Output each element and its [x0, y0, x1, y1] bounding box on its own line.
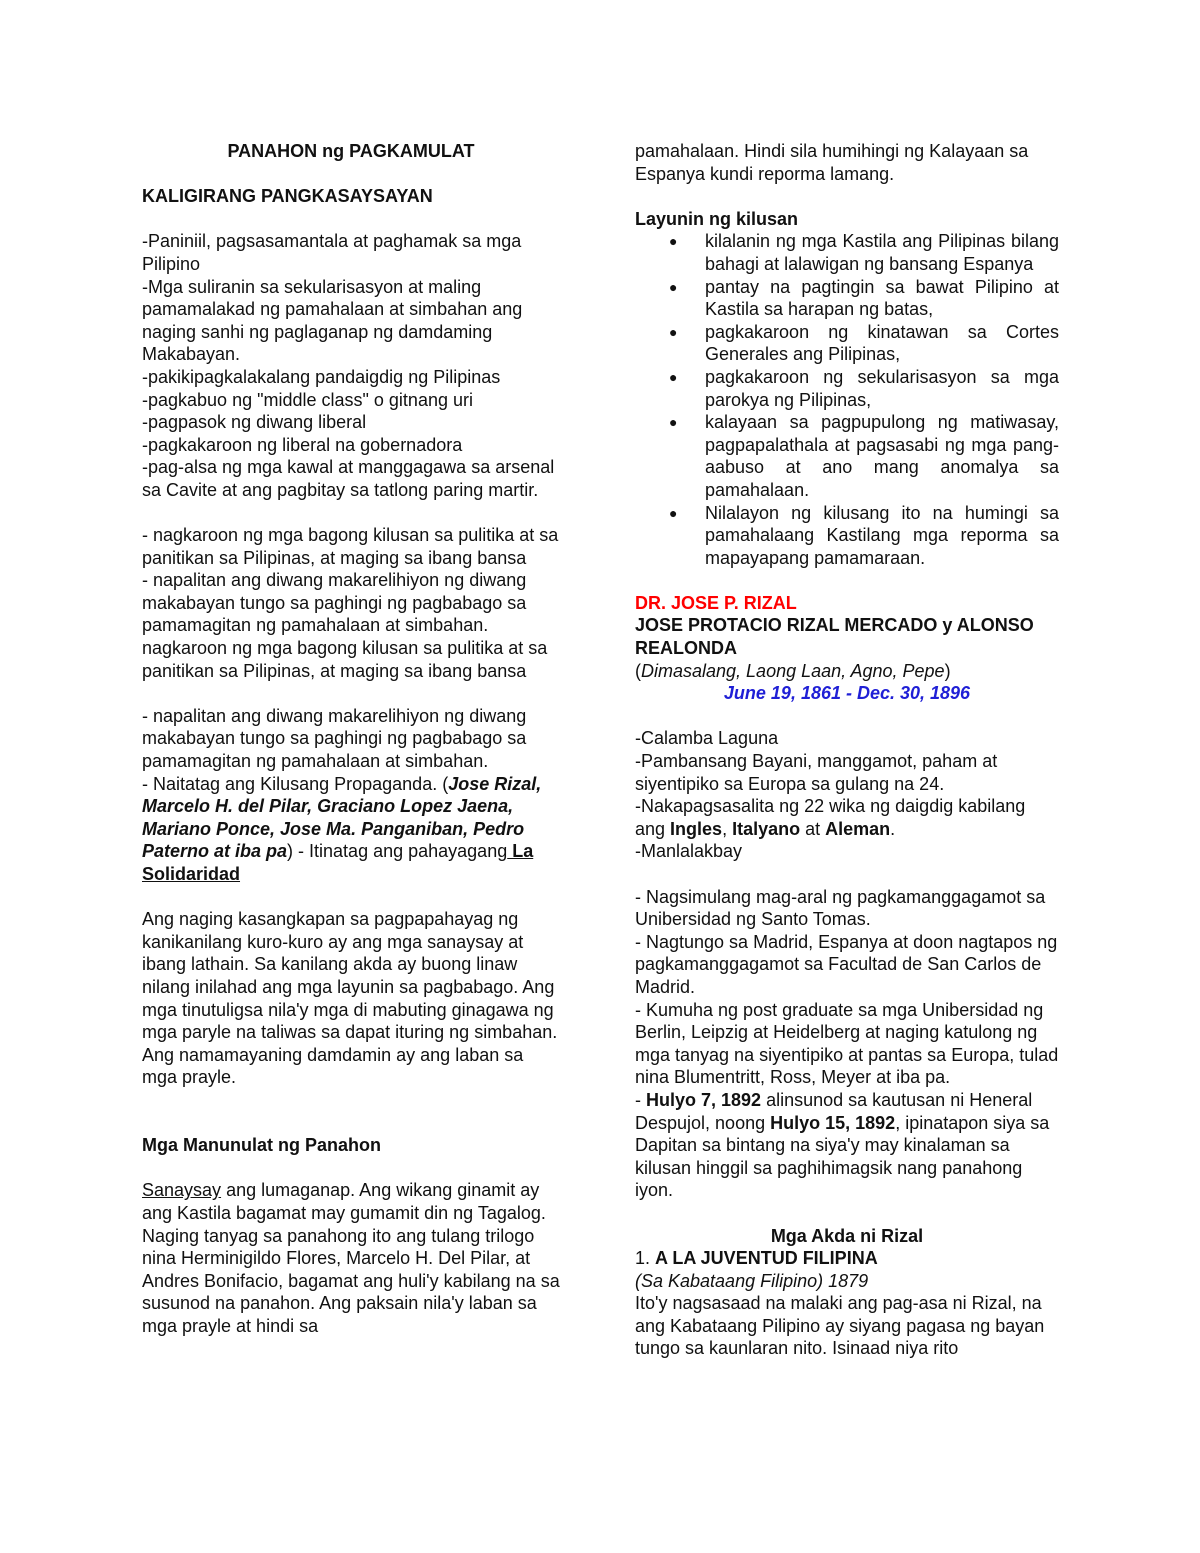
kilusan-line: - napalitan ang diwang makarelihiyon ng diwang makabayan tungo sa paghingi ng pagbabago sa pamamagitan ng pamahalaan at simbahan.	[142, 705, 527, 772]
section-heading-kaligiran: KALIGIRANG PANGKASAYSAYAN	[142, 186, 433, 207]
bullet-icon: ●	[669, 368, 678, 385]
sanaysay-paragraph: Sanaysay ang lumaganap. Ang wikang ginamit ay ang Kastila bagamat may gumamit din ng Tagalog. Naging tanyag sa panahong ito ang tulang trilogo nina Herminigildo Flores, Marcelo H. Del Pilar, at Andres Bonifacio, bagamat ang huli'y kabilang na sa susunod na panahon. Ang paksain nila'y laban sa mga prayle at hindi sa	[142, 1180, 560, 1336]
kasangkapan-paragraph: Ang naging kasangkapan sa pagpapahayag ng kanikanilang kuro-kuro ay ang mga sanaysay at ibang lathain. Sa kanilang akda ay buong linaw nilang inilahad ang mga layunin sa pagbabago. Ang mga tinutuligsa nila'y mga di mabuting ginagawa ng mga paryle na taliwas sa dapat ituring ng simbahan. Ang namamayaning damdamin ay ang laban sa mga prayle.	[142, 909, 558, 1088]
rizal-study: - Nagsimulang mag-aral ng pagkamanggagamot sa Unibersidad ng Santo Tomas.	[635, 886, 1046, 930]
propaganda-members: Jose Rizal, Marcelo H. del Pilar, Graciano Lopez Jaena, Mariano Ponce, Jose Ma. Panganiban, Pedro Paterno at iba pa	[142, 773, 542, 862]
kilusan-line: - napalitan ang diwang makarelihiyon ng diwang makabayan tungo sa paghingi ng pagbabago sa pamamagitan ng pamahalaan at simbahan.	[142, 570, 527, 636]
kilusan-line: nagkaroon ng mga bagong kilusan sa pulitika at sa panitikan sa Pilipinas, at maging sa ibang bansa	[142, 638, 548, 681]
list-item: ● pantay na pagtingin sa bawat Pilipino at Kastila sa harapan ng batas,	[669, 276, 1059, 320]
bullet-icon: ●	[669, 278, 678, 295]
kaligiran-line: -pagpasok ng diwang liberal	[142, 412, 367, 433]
kaligiran-line: -Paniniil, pagsasamantala at paghamak sa mga Pilipino	[142, 231, 522, 274]
kilusan-line: - nagkaroon ng mga bagong kilusan sa pulitika at sa panitikan sa Pilipinas, at maging sa ibang bansa	[142, 525, 559, 568]
rizal-fact: -Manlalakbay	[635, 841, 743, 862]
kaligiran-line: -pagkabuo ng "middle class" o gitnang uri	[142, 389, 473, 410]
left-column	[142, 140, 560, 1337]
rizal-languages: -Nakapagsasalita ng 22 wika ng daigdig kabilang ang Ingles, Italyano at Aleman.	[635, 796, 1026, 839]
work-title: 1. A LA JUVENTUD FILIPINA	[635, 1248, 878, 1269]
rizal-fact: -Calamba Laguna	[635, 728, 779, 749]
kaligiran-line: -Mga suliranin sa sekularisasyon at maling pamamalakad ng pamahalaan at simbahan ang naging sanhi ng paglaganap ng damdaming Makabayan.	[142, 276, 523, 365]
list-item: ● kilalanin ng mga Kastila ang Pilipinas bilang bahagi at lalawigan ng bansang Espanya	[669, 231, 1059, 274]
page-title: PANAHON ng PAGKAMULAT	[227, 141, 475, 161]
right-column	[635, 140, 1059, 1360]
rizal-exile: - Hulyo 7, 1892 alinsunod sa kautusan ni Heneral Despujol, noong Hulyo 15, 1892, ipinatapon siya sa Dapitan sa bintang na siya'y may kinalaman sa kilusan hinggil sa paghihimagsik nang panahong iyon.	[635, 1089, 1050, 1201]
bullet-icon: ●	[669, 323, 678, 340]
kaligiran-line: -pag-alsa ng mga kawal at manggagawa sa arsenal sa Cavite at ang pagbitay sa tatlong paring martir.	[142, 457, 555, 500]
rizal-full-name: JOSE PROTACIO RIZAL MERCADO y ALONSO REALONDA	[635, 615, 1034, 659]
rizal-dates: June 19, 1861 - Dec. 30, 1896	[723, 683, 971, 704]
akda-heading: Mga Akda ni Rizal	[770, 1225, 924, 1246]
section-heading-manunulat: Mga Manunulat ng Panahon	[142, 1135, 381, 1156]
work-description: Ito'y nagsasaad na malaki ang pag-asa ni Rizal, na ang Kabataang Pilipino ay siyang pagasa ng bayan tungo sa kaunlaran nito. Isinaad niya rito	[635, 1293, 1045, 1359]
continued-paragraph: pamahalaan. Hindi sila humihingi ng Kalayaan sa Espanya kundi reporma lamang.	[635, 141, 1029, 184]
sanaysay-term: Sanaysay	[142, 1180, 222, 1201]
bullet-icon: ●	[669, 233, 678, 250]
rizal-aliases: (Dimasalang, Laong Laan, Agno, Pepe)	[635, 660, 951, 681]
list-item: ● pagkakaroon ng sekularisasyon sa mga parokya ng Pilipinas,	[669, 366, 1059, 410]
bullet-icon: ●	[669, 414, 678, 431]
list-item: ● kalayaan sa pagpupulong ng matiwasay, pagpapalathala at pagsasabi ng mga pang-aabuso at ano mang anomalya sa pamahalaan.	[669, 412, 1059, 500]
propaganda-paragraph: - Naitatag ang Kilusang Propaganda. (Jose Rizal, Marcelo H. del Pilar, Graciano Lopez Jaena, Mariano Ponce, Jose Ma. Panganiban, Pedro Paterno at iba pa) - Itinatag ang pahayagang La Solidaridad	[142, 773, 542, 884]
work-subtitle: (Sa Kabataang Filipino) 1879	[635, 1270, 869, 1291]
layunin-list	[635, 230, 1059, 569]
bullet-icon: ●	[669, 504, 678, 521]
rizal-fact: -Pambansang Bayani, manggamot, paham at siyentipiko sa Europa sa gulang na 24.	[635, 751, 998, 794]
list-item: ● Nilalayon ng kilusang ito na humingi sa pamahalaang Kastilang mga reporma sa mapayapang pamamaraan.	[669, 502, 1059, 568]
kaligiran-line: -pakikipagkalakalang pandaigdig ng Pilipinas	[142, 366, 501, 387]
layunin-heading: Layunin ng kilusan	[635, 208, 799, 229]
rizal-study: - Nagtungo sa Madrid, Espanya at doon nagtapos ng pagkamanggagamot sa Facultad de San Carlos de Madrid.	[635, 931, 1058, 997]
la-solidaridad: La Solidaridad	[142, 841, 534, 884]
rizal-study: - Kumuha ng post graduate sa mga Unibersidad ng Berlin, Leipzig at Heidelberg at naging katulong ng mga tanyag na siyentipiko at pantas sa Europa, tulad nina Blumentritt, Ross, Meyer at iba pa.	[635, 999, 1059, 1088]
list-item: ● pagkakaroon ng kinatawan sa Cortes Generales ang Pilipinas,	[669, 321, 1059, 365]
rizal-heading: DR. JOSE P. RIZAL	[635, 592, 797, 613]
kaligiran-line: -pagkakaroon ng liberal na gobernadora	[142, 434, 463, 455]
